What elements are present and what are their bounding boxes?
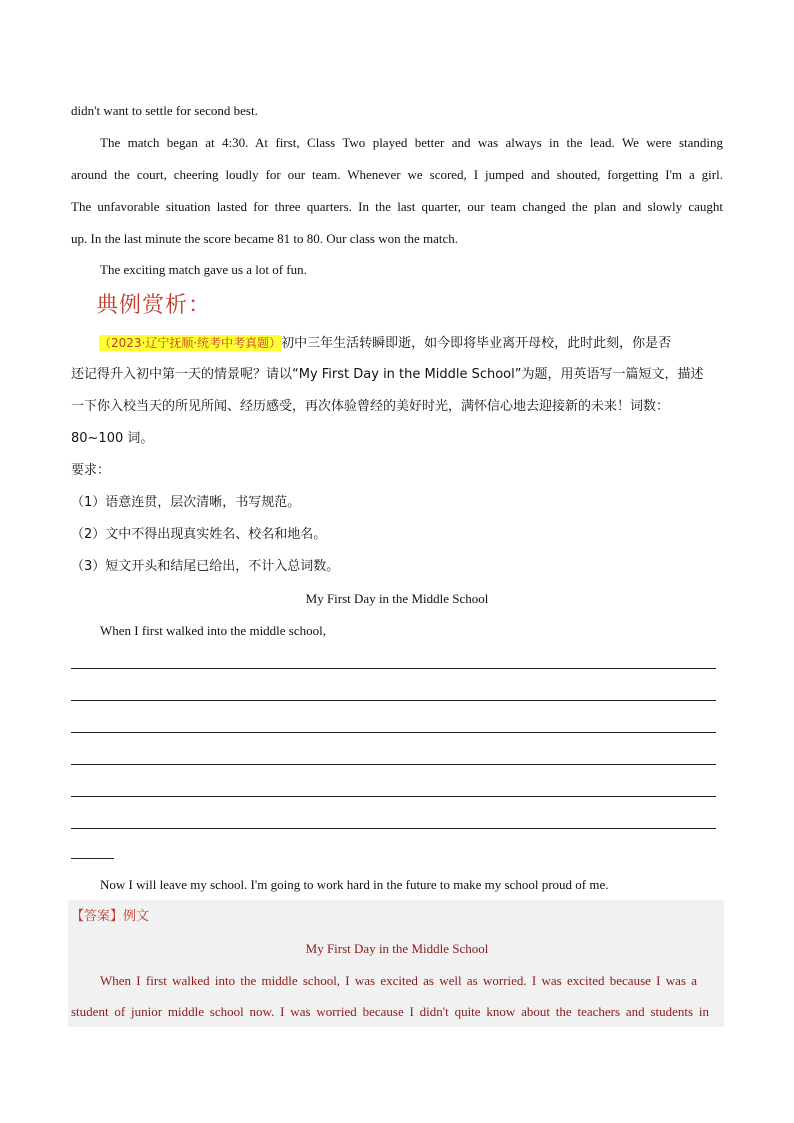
prompt-line: 还记得升入初中第一天的情景呢？请以“My First Day in the Middle School”为题，用英语写一篇短文，描述	[71, 367, 704, 382]
answer-header	[71, 908, 723, 925]
source-tag: （2023·辽宁抚顺·统考中考真题）	[99, 336, 282, 350]
writing-line-short	[71, 858, 114, 859]
essay-title: My First Day in the Middle School	[305, 591, 489, 606]
answer-label: 例文	[123, 909, 150, 924]
essay-closing: Now I will leave my school. I'm going to work hard in the future to make my school proud of me.	[100, 877, 609, 892]
writing-line	[71, 700, 716, 701]
answer-title: My First Day in the Middle School	[305, 941, 489, 956]
requirement-item: （3）短文开头和结尾已给出，不计入总词数。	[71, 559, 340, 574]
writing-line	[71, 732, 716, 733]
essay-line: didn't want to settle for second best.	[71, 103, 258, 118]
essay-line: The unfavorable situation lasted for three quarters. In the last quarter, our team changed the plan and slowly caught	[71, 199, 723, 214]
answer-line: When I first walked into the middle school, I was excited as well as worried. I was excited because I was a	[100, 973, 697, 988]
answer-tag: 【答案】	[71, 909, 124, 924]
writing-line	[71, 668, 716, 669]
requirements-label: 要求：	[71, 463, 111, 478]
writing-line	[71, 764, 716, 765]
writing-line	[71, 828, 716, 829]
answer-line: student of junior middle school now. I was worried because I didn't quite know about the teachers and students in	[71, 1004, 709, 1019]
prompt-line: 80~100 词。	[71, 431, 154, 446]
writing-line	[71, 796, 716, 797]
essay-opening: When I first walked into the middle school,	[100, 623, 327, 638]
essay-line: The exciting match gave us a lot of fun.	[100, 262, 307, 277]
prompt-line: 一下你入校当天的所见所闻、经历感受，再次体验曾经的美好时光，满怀信心地去迎接新的未来！词数：	[71, 399, 670, 414]
question-prompt	[99, 335, 723, 352]
essay-line: around the court, cheering loudly for our team. Whenever we scored, I jumped and shouted, forgetting I'm a girl.	[71, 167, 723, 182]
requirement-item: （1）语意连贯，层次清晰，书写规范。	[71, 495, 301, 510]
essay-line: The match began at 4:30. At first, Class Two played better and was always in the lead. We were standing	[100, 135, 723, 150]
essay-line: up. In the last minute the score became 81 to 80. Our class won the match.	[71, 231, 459, 246]
prompt-text: 初中三年生活转瞬即逝，如今即将毕业离开母校，此时此刻，你是否	[281, 336, 672, 351]
requirement-item: （2）文中不得出现真实姓名、校名和地名。	[71, 527, 327, 542]
section-heading: 典例赏析：	[96, 293, 212, 318]
